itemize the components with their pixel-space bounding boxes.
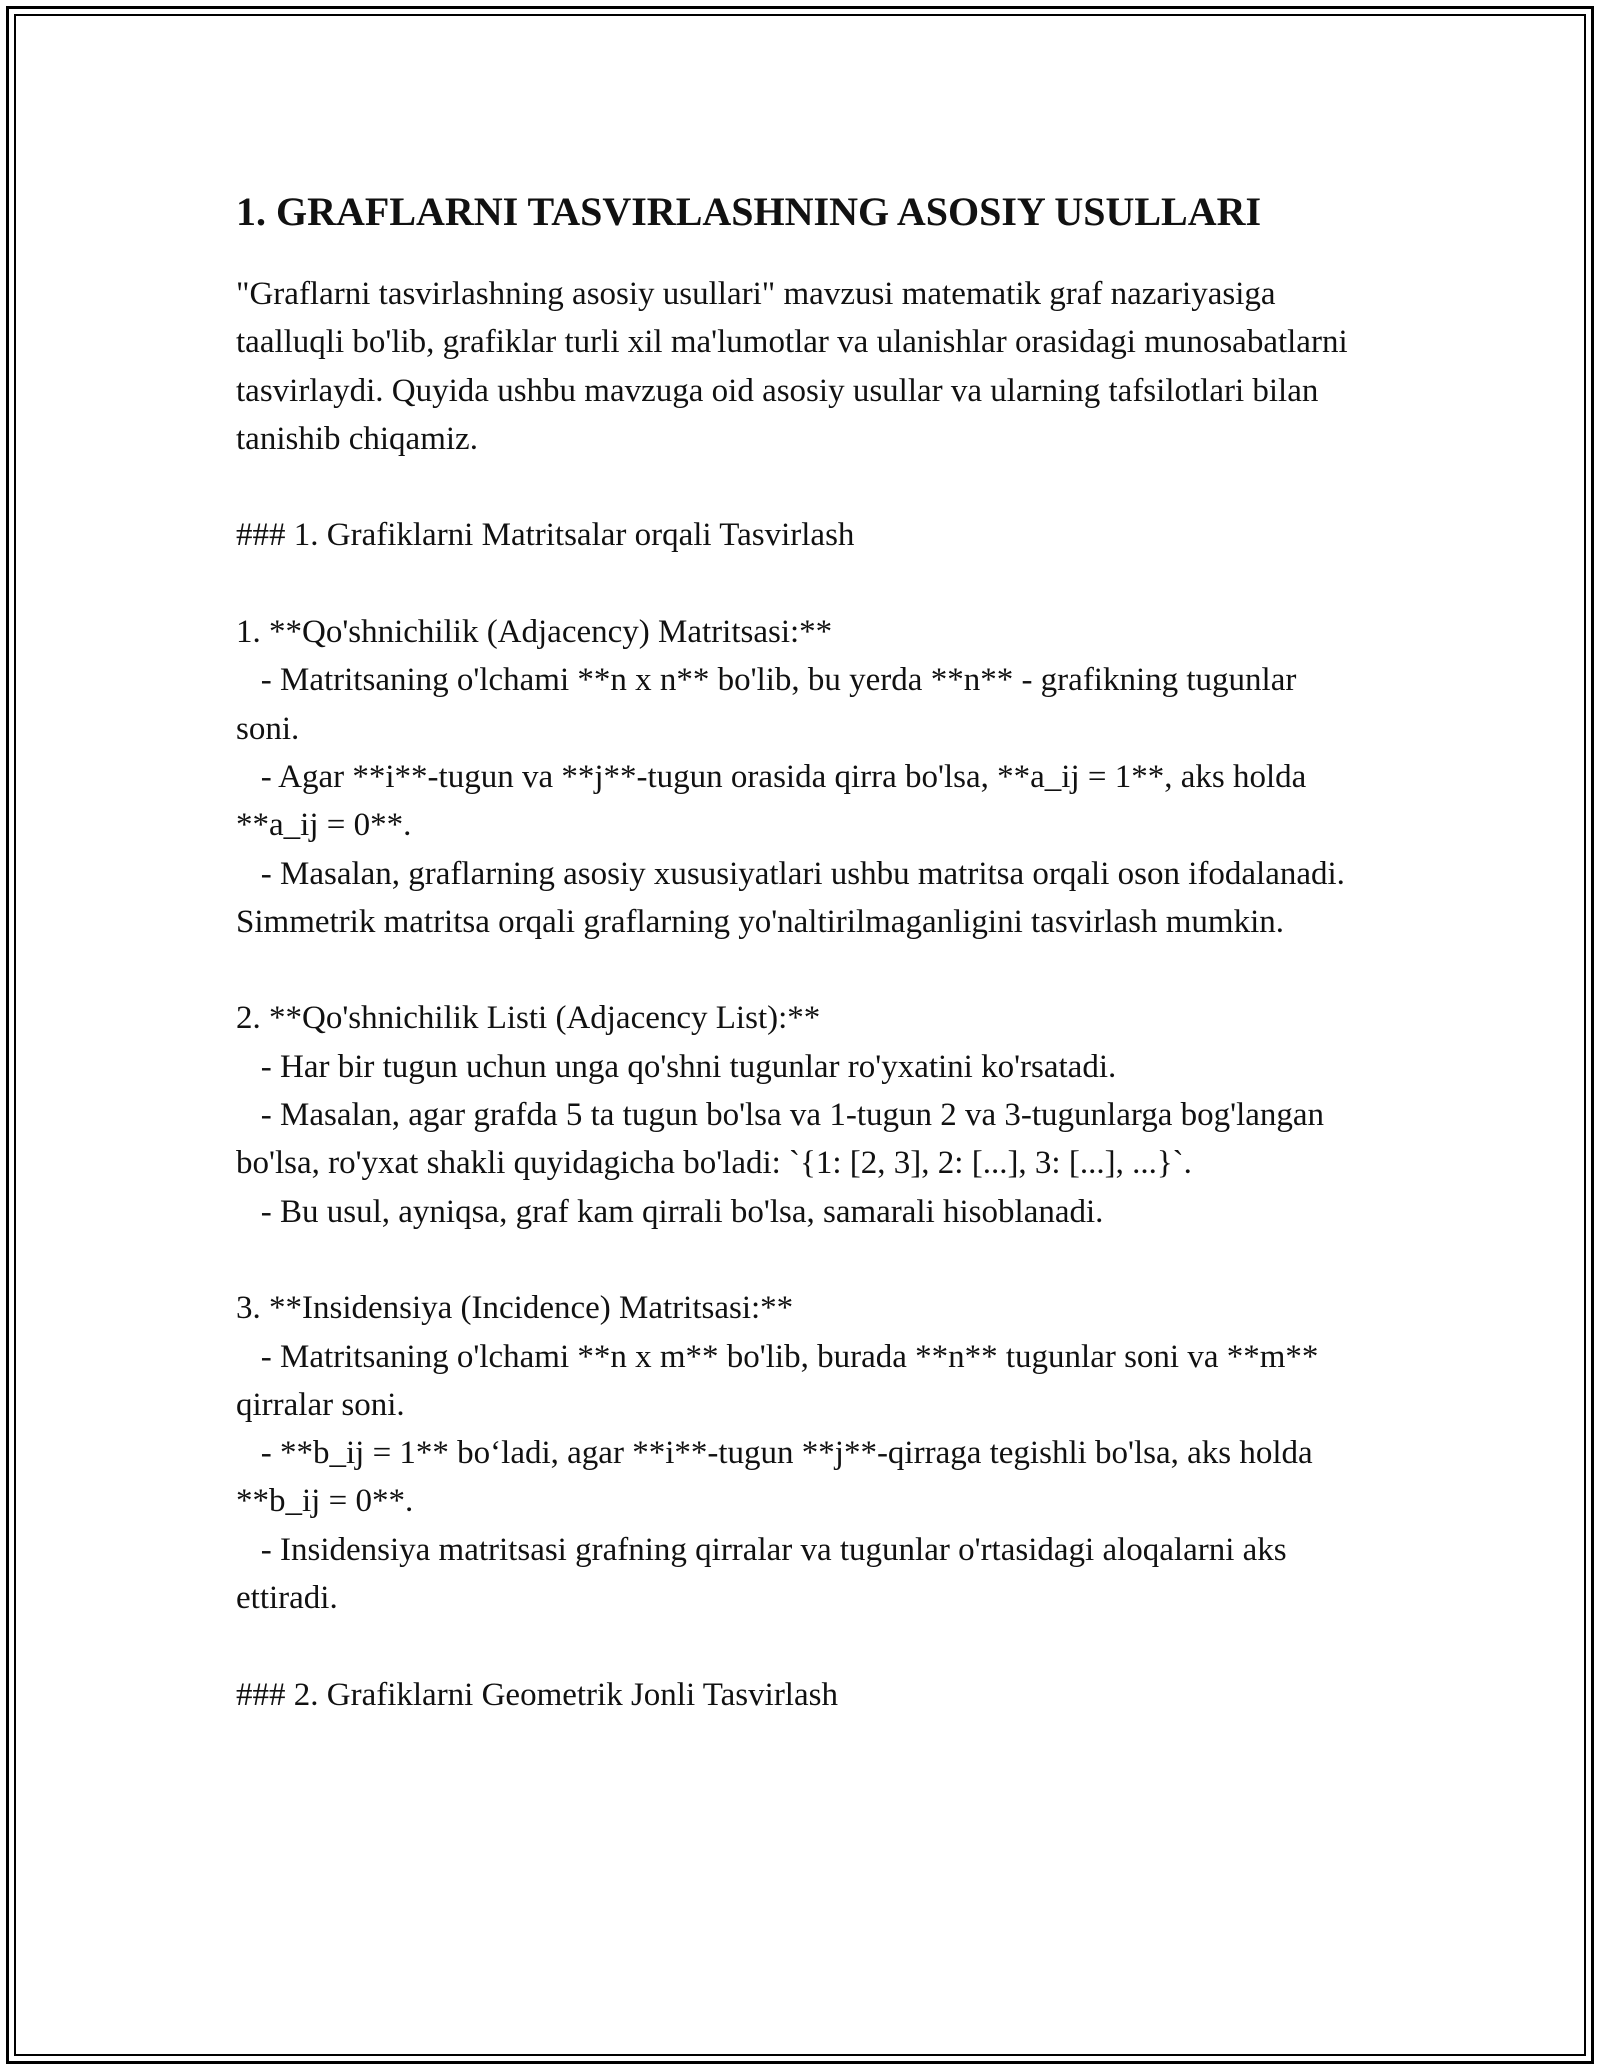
item-2-bullet: - Bu usul, ayniqsa, graf kam qirrali bo'lsa, samarali hisoblanadi.	[236, 1193, 1104, 1230]
spacer	[236, 463, 1366, 511]
item-1-bullet: - Matritsaning o'lchami **n x n** bo'lib, bu yerda **n** - grafikning tugunlar soni.	[236, 662, 1305, 747]
item-2-bullet: - Har bir tugun uchun unga qo'shni tugunlar ro'yxatini ko'rsatadi.	[236, 1048, 1117, 1085]
section-2-heading: ### 2. Grafiklarni Geometrik Jonli Tasvirlash	[236, 1676, 838, 1713]
item-2-heading: 2. **Qo'shnichilik Listi (Adjacency List):**	[236, 1000, 821, 1037]
item-3-bullet: - **b_ij = 1** bo‘ladi, agar **i**-tugun **j**-qirraga tegishli bo'lsa, aks holda **b_ij = 0**.	[236, 1435, 1321, 1520]
spacer	[236, 1236, 1366, 1284]
item-2-bullet: - Masalan, agar grafda 5 ta tugun bo'lsa va 1-tugun 2 va 3-tugunlarga bog'langan bo'lsa, ro'yxat shakli quyidagicha bo'ladi: `{1: [2, 3], 2: [...], 3: [...], ...}`.	[236, 1097, 1333, 1182]
spacer	[236, 560, 1366, 608]
item-1-bullet: - Agar **i**-tugun va **j**-tugun orasida qirra bo'lsa, **a_ij = 1**, aks holda **a_ij = 0**.	[236, 758, 1315, 844]
item-3-heading: 3. **Insidensiya (Incidence) Matritsasi:**	[236, 1290, 794, 1327]
item-3-bullet: - Matritsaning o'lchami **n x m** bo'lib, burada **n** tugunlar soni va **m** qirralar soni.	[236, 1338, 1327, 1423]
item-1-bullet: - Masalan, graflarning asosiy xususiyatlari ushbu matritsa orqali oson ifodalanadi. Simmetrik matritsa orqali graflarning yo'naltirilmaganligini tasvirlash mumkin.	[236, 855, 1354, 940]
spacer	[236, 1622, 1366, 1670]
document-body	[236, 184, 1366, 1719]
item-3-bullet: - Insidensiya matritsasi grafning qirralar va tugunlar o'rtasidagi aloqalarni aks ettiradi.	[236, 1531, 1295, 1617]
section-1-heading: ### 1. Grafiklarni Matritsalar orqali Tasvirlash	[236, 517, 855, 554]
spacer	[236, 946, 1366, 994]
item-1-heading: 1. **Qo'shnichilik (Adjacency) Matritsasi:**	[236, 614, 833, 651]
document-title: 1. GRAFLARNI TASVIRLASHNING ASOSIY USULLARI	[236, 189, 1262, 234]
intro-paragraph: "Graflarni tasvirlashning asosiy usullari" mavzusi matematik graf nazariyasiga taalluqli bo'lib, grafiklar turli xil ma'lumotlar va ulanishlar orasidagi munosabatlarni tasvirlaydi. Quyida ushbu mavzuga oid asosiy usullar va ularning tafsilotlari bilan tanishib chiqamiz.	[236, 276, 1356, 457]
